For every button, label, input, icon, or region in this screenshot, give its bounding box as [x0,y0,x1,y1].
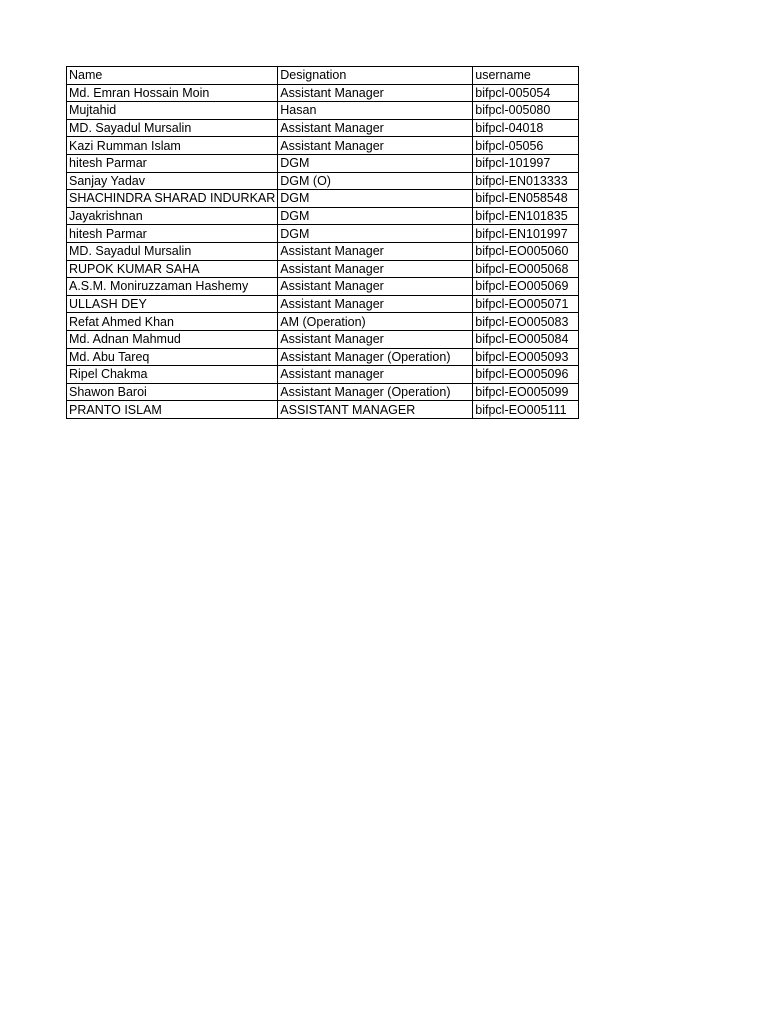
table-row [67,330,579,348]
cell-designation: Assistant Manager (Operation) [278,383,473,401]
table-row [67,154,579,172]
cell-username: bifpcl-005080 [473,102,579,120]
table-row [67,190,579,208]
table-row [67,313,579,331]
cell-username: bifpcl-EO005096 [473,366,579,384]
table-row [67,348,579,366]
table-row [67,102,579,120]
cell-username: bifpcl-101997 [473,154,579,172]
cell-designation: ASSISTANT MANAGER [278,401,473,419]
cell-designation: DGM (O) [278,172,473,190]
table-row [67,119,579,137]
cell-designation: DGM [278,225,473,243]
cell-designation: Assistant Manager [278,242,473,260]
spreadsheet-page [66,66,579,419]
cell-username: bifpcl-EO005099 [473,383,579,401]
cell-username: bifpcl-EO005084 [473,330,579,348]
cell-username: bifpcl-EO005083 [473,313,579,331]
cell-username: bifpcl-EO005111 [473,401,579,419]
cell-username: bifpcl-EN101997 [473,225,579,243]
table-row [67,225,579,243]
cell-name: MD. Sayadul Mursalin [67,242,278,260]
table-body [67,67,579,419]
cell-designation: Assistant Manager [278,278,473,296]
cell-designation: Assistant Manager [278,260,473,278]
user-table [66,66,579,419]
cell-username: bifpcl-05056 [473,137,579,155]
cell-name: Kazi Rumman Islam [67,137,278,155]
cell-username: bifpcl-EN013333 [473,172,579,190]
cell-username: bifpcl-EN058548 [473,190,579,208]
cell-name: SHACHINDRA SHARAD INDURKAR [67,190,278,208]
cell-designation: Assistant Manager [278,295,473,313]
cell-designation: Assistant Manager [278,137,473,155]
cell-designation: Assistant Manager (Operation) [278,348,473,366]
cell-designation: Assistant Manager [278,119,473,137]
table-row [67,137,579,155]
cell-username: bifpcl-EO005071 [473,295,579,313]
cell-username: bifpcl-005054 [473,84,579,102]
header-name: Name [67,67,278,85]
cell-username: bifpcl-EO005060 [473,242,579,260]
cell-name: Mujtahid [67,102,278,120]
table-row [67,383,579,401]
cell-name: ULLASH DEY [67,295,278,313]
header-designation: Designation [278,67,473,85]
cell-designation: DGM [278,207,473,225]
cell-name: hitesh Parmar [67,154,278,172]
cell-name: Shawon Baroi [67,383,278,401]
table-row [67,366,579,384]
cell-name: PRANTO ISLAM [67,401,278,419]
cell-name: Md. Emran Hossain Moin [67,84,278,102]
table-row [67,207,579,225]
cell-name: Ripel Chakma [67,366,278,384]
cell-name: Md. Abu Tareq [67,348,278,366]
cell-name: Sanjay Yadav [67,172,278,190]
cell-designation: Assistant Manager [278,84,473,102]
cell-name: Jayakrishnan [67,207,278,225]
cell-designation: Assistant Manager [278,330,473,348]
table-row [67,278,579,296]
table-row [67,242,579,260]
table-row [67,401,579,419]
cell-designation: DGM [278,190,473,208]
cell-username: bifpcl-EO005093 [473,348,579,366]
cell-name: Refat Ahmed Khan [67,313,278,331]
table-row [67,172,579,190]
cell-name: A.S.M. Moniruzzaman Hashemy [67,278,278,296]
cell-name: Md. Adnan Mahmud [67,330,278,348]
cell-username: bifpcl-EO005068 [473,260,579,278]
table-row [67,260,579,278]
table-row [67,295,579,313]
cell-designation: DGM [278,154,473,172]
cell-designation: AM (Operation) [278,313,473,331]
cell-designation: Hasan [278,102,473,120]
table-header-row [67,67,579,85]
cell-name: RUPOK KUMAR SAHA [67,260,278,278]
cell-username: bifpcl-04018 [473,119,579,137]
cell-username: bifpcl-EN101835 [473,207,579,225]
cell-name: MD. Sayadul Mursalin [67,119,278,137]
cell-designation: Assistant manager [278,366,473,384]
cell-username: bifpcl-EO005069 [473,278,579,296]
cell-name: hitesh Parmar [67,225,278,243]
header-username: username [473,67,579,85]
table-row [67,84,579,102]
